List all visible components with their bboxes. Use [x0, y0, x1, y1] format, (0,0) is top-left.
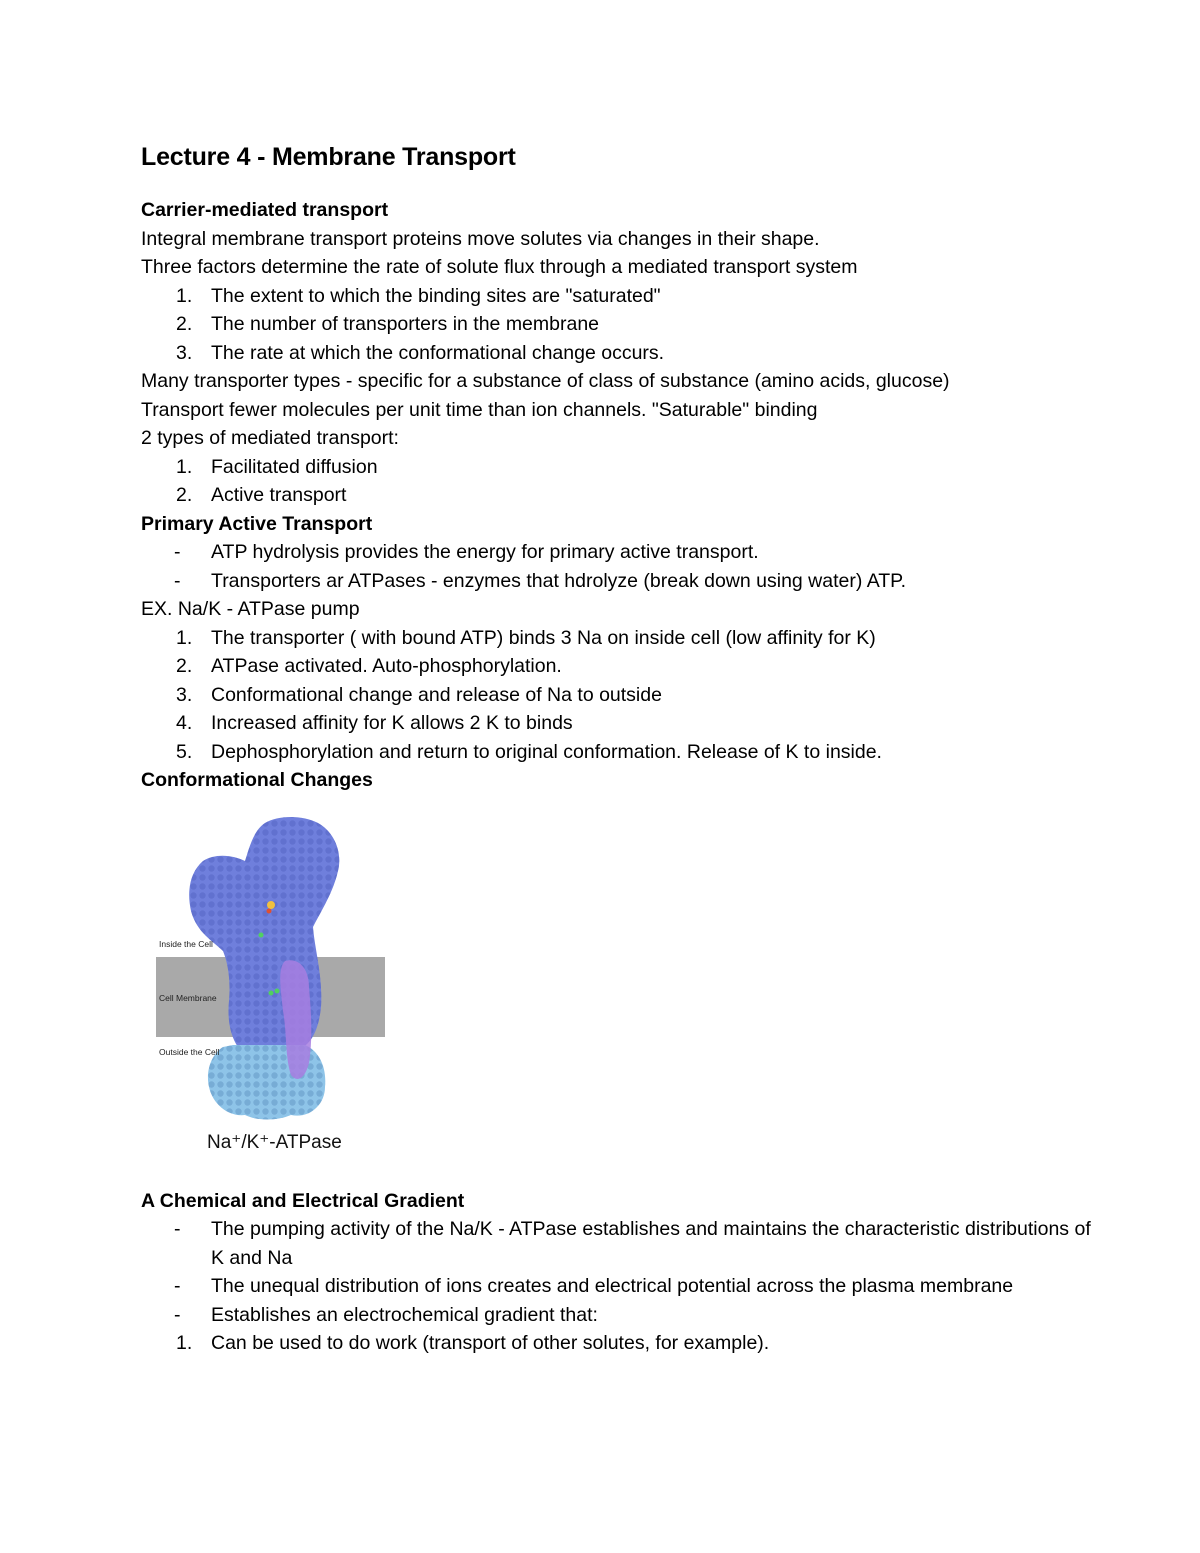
list-item-text: The extent to which the binding sites are "saturated": [211, 284, 661, 307]
paragraph: EX. Na/K - ATPase pump: [141, 598, 360, 620]
heading-carrier-mediated: Carrier-mediated transport: [141, 199, 389, 221]
paragraph: Integral membrane transport proteins move solutes via changes in their shape.: [141, 227, 820, 250]
list-item: [141, 738, 1101, 767]
list-marker: 2.: [176, 313, 193, 335]
label-outside-cell: Outside the Cell: [159, 1046, 220, 1057]
list-item-text: ATPase activated. Auto-phosphorylation.: [211, 655, 562, 677]
list-marker: 3.: [176, 341, 193, 364]
na-k-atpase-illustration: [153, 801, 393, 1161]
atp-ligand: [267, 901, 275, 909]
list-item-text: Increased affinity for K allows 2 K to binds: [211, 712, 573, 734]
list-item-text: The transporter ( with bound ATP) binds 3 Na on inside cell (low affinity for K): [211, 626, 876, 649]
bullet-item: [141, 1272, 1101, 1301]
paragraph: 2 types of mediated transport:: [141, 427, 399, 449]
list-marker: 3.: [176, 683, 193, 706]
bullet-text: Transporters ar ATPases - enzymes that hdrolyze (break down using water) ATP.: [211, 569, 907, 592]
bullet-text: ATP hydrolysis provides the energy for primary active transport.: [211, 541, 759, 563]
list-item: [141, 481, 1101, 510]
bullet-item: [141, 1215, 1101, 1272]
list-item-text: Conformational change and release of Na to outside: [211, 683, 662, 706]
paragraph: Many transporter types - specific for a substance of class of substance (amino acids, glucose): [141, 370, 950, 392]
ion-marker: [275, 988, 280, 993]
ion-marker: [259, 932, 264, 937]
list-item: [141, 339, 1101, 368]
list-marker: 1.: [176, 284, 193, 307]
bullet-text: The pumping activity of the Na/K - ATPase establishes and maintains the characteristic distributions of K and Na: [211, 1218, 1091, 1269]
bullet-marker: -: [174, 541, 181, 563]
ion-marker: [269, 990, 274, 995]
list-marker: 2.: [176, 484, 193, 506]
list-marker: 4.: [176, 712, 193, 734]
list-item: [141, 681, 1101, 710]
list-item-text: The rate at which the conformational change occurs.: [211, 341, 665, 364]
list-marker: 5.: [176, 740, 193, 763]
list-item: [141, 310, 1101, 339]
list-item: [141, 709, 1101, 738]
label-cell-membrane: Cell Membrane: [159, 992, 217, 1003]
label-inside-cell: Inside the Cell: [159, 938, 213, 949]
atp-ligand-detail: [267, 908, 272, 913]
heading-conformational-changes: Conformational Changes: [141, 769, 373, 791]
list-item-text: The number of transporters in the membrane: [211, 313, 600, 335]
list-item: [141, 624, 1101, 653]
heading-chemical-electrical-gradient: A Chemical and Electrical Gradient: [141, 1189, 465, 1212]
list-item-text: Dephosphorylation and return to original conformation. Release of K to inside.: [211, 740, 882, 763]
list-item: [141, 652, 1101, 681]
list-marker: 1.: [176, 455, 193, 478]
bullet-marker: -: [174, 569, 181, 592]
na-k-atpase-figure: [153, 801, 393, 1161]
bullet-item: [141, 1301, 1101, 1330]
list-marker: 1.: [176, 1332, 193, 1354]
list-item: [141, 453, 1101, 482]
heading-primary-active-transport: Primary Active Transport: [141, 512, 373, 535]
bullet-text: Establishes an electrochemical gradient that:: [211, 1303, 598, 1326]
list-item-text: Active transport: [211, 484, 347, 506]
bullet-marker: -: [174, 1218, 181, 1240]
document-page: [141, 138, 1101, 1358]
list-item: [141, 282, 1101, 311]
bullet-marker: -: [174, 1275, 181, 1297]
bullet-text: The unequal distribution of ions creates and electrical potential across the plasma membrane: [211, 1275, 1014, 1297]
list-marker: 1.: [176, 626, 193, 649]
list-item: [141, 1329, 1101, 1358]
paragraph: Transport fewer molecules per unit time than ion channels. "Saturable" binding: [141, 398, 818, 421]
list-item-text: Can be used to do work (transport of other solutes, for example).: [211, 1332, 770, 1354]
page-title: Lecture 4 - Membrane Transport: [141, 143, 516, 171]
figure-caption: Na⁺/K⁺-ATPase: [207, 1131, 342, 1153]
bullet-item: [141, 538, 1101, 567]
bullet-marker: -: [174, 1303, 181, 1326]
paragraph: Three factors determine the rate of solute flux through a mediated transport system: [141, 256, 858, 278]
bullet-item: [141, 567, 1101, 596]
list-marker: 2.: [176, 655, 193, 677]
list-item-text: Facilitated diffusion: [211, 455, 378, 478]
